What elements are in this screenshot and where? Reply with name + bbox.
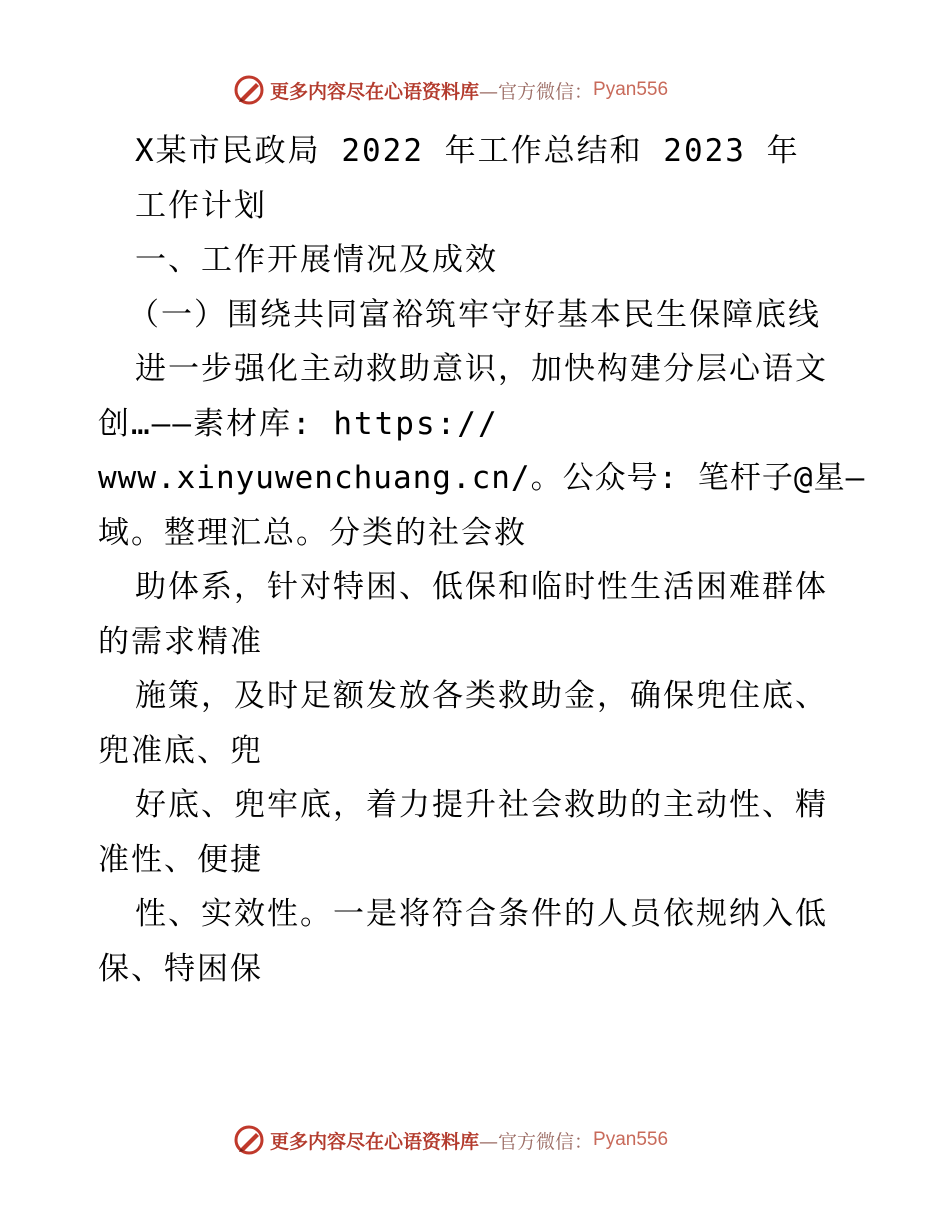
paragraph-line: 性、实效性。一是将符合条件的人员依规纳入低	[135, 896, 828, 932]
paragraph-line: 创…——素材库: https://	[98, 405, 499, 442]
pen-logo-icon	[232, 1123, 266, 1157]
section-heading: 一、工作开展情况及成效	[135, 242, 498, 278]
header-watermark-banner	[232, 72, 668, 108]
paragraph-line: www.xinyuwenchuang.cn/。公众号: 笔杆子@星—	[98, 460, 866, 496]
subsection-heading: （一）围绕共同富裕筑牢守好基本民生保障底线	[128, 296, 821, 333]
paragraph-line: 兜准底、兜	[98, 732, 263, 769]
document-body	[98, 124, 866, 996]
doc-title-line: 工作计划	[135, 187, 267, 224]
paragraph-line: 助体系，针对特困、低保和临时性生活困难群体	[135, 569, 828, 605]
banner-wechat-id: Pyan556	[593, 1129, 669, 1150]
banner-sub-text: —官方微信：	[479, 1130, 594, 1153]
paragraph-line: 的需求精准	[98, 623, 263, 660]
paragraph-line: 保、特困保	[98, 950, 263, 987]
pen-logo-icon	[232, 73, 266, 107]
paragraph-line: 施策，及时足额发放各类救助金，确保兜住底、	[135, 678, 828, 714]
banner-main-text: 更多内容尽在心语资料库	[270, 1130, 480, 1153]
doc-title-line: X某市民政局 2022 年工作总结和 2023 年	[135, 133, 800, 169]
paragraph-line: 准性、便捷	[98, 841, 263, 878]
paragraph-line: 域。整理汇总。分类的社会救	[98, 514, 527, 551]
paragraph-line: 好底、兜牢底，着力提升社会救助的主动性、精	[135, 787, 828, 823]
banner-wechat-id: Pyan556	[593, 79, 669, 100]
footer-watermark-banner	[232, 1122, 668, 1158]
banner-main-text: 更多内容尽在心语资料库	[270, 80, 480, 103]
paragraph-line: 进一步强化主动救助意识，加快构建分层心语文	[135, 351, 828, 387]
banner-sub-text: —官方微信：	[479, 80, 594, 103]
